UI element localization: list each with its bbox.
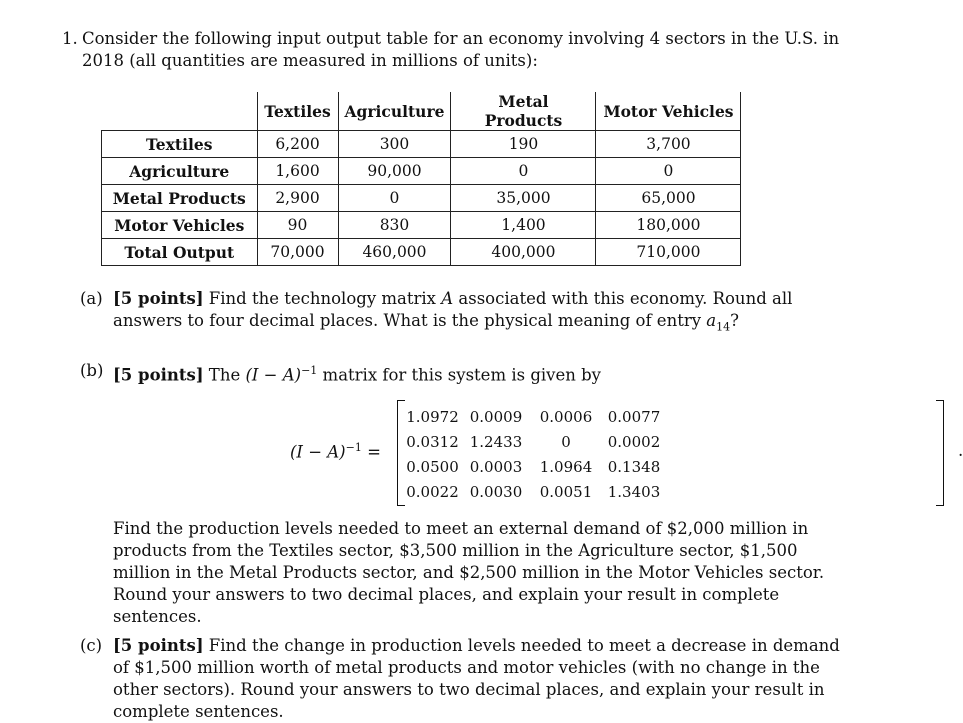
matrix-cell: 0.0009 [469, 408, 523, 426]
matrix-cell: 0.0003 [469, 458, 523, 476]
matrix-label-expr: (I − A) [290, 442, 346, 462]
part-a-entry-sub: 14 [716, 320, 731, 334]
table-cell: 90 [257, 212, 338, 239]
table-row [102, 185, 741, 212]
part-b-label: (b) [80, 361, 104, 380]
matrix-cell: 1.2433 [469, 433, 523, 451]
matrix-cell: 0.0051 [539, 483, 593, 501]
part-c-text-body: Find the change in production levels needed to meet a decrease in demand of $1,500 million worth of metal products and motor vehicles (with no change in the other sectors). Round your answers to two decimal places, and explain your result in complete sentences. [113, 636, 840, 721]
table-corner-cell [102, 92, 258, 131]
part-c-label: (c) [80, 636, 103, 655]
matrix-cell: 0 [561, 433, 571, 451]
table-header-row [102, 92, 741, 131]
matrix-cell: 0.0002 [607, 433, 661, 451]
matrix-row [400, 404, 940, 429]
part-a-text [113, 288, 850, 338]
part-b-followup-text: Find the production levels needed to meet an external demand of $2,000 million in products from the Textiles sector, $3,500 million in the Agriculture sector, $1,500 million in the Metal Products sector, and $2,500 million in the Motor Vehicles sector. Round your answers to two decimal places, and explain your result in complete sentences. [113, 519, 825, 626]
matrix-cell: 0.0077 [607, 408, 661, 426]
column-header: Agriculture [338, 92, 451, 131]
matrix-cell: 1.0972 [406, 408, 459, 426]
matrix-end-period: . [958, 441, 963, 460]
part-c [80, 635, 850, 723]
table-row [102, 212, 741, 239]
table-cell: 0 [338, 185, 451, 212]
matrix-cell: 0.0500 [406, 458, 459, 476]
matrix-cell: 0.0312 [406, 433, 459, 451]
part-a-label: (a) [80, 289, 103, 308]
part-c-text [113, 635, 850, 723]
part-a-text-1: Find the technology matrix [203, 289, 442, 308]
part-b-followup [113, 518, 853, 628]
table-cell: 300 [338, 131, 451, 158]
row-label: Total Output [102, 239, 258, 266]
part-a-entry: a [706, 311, 717, 330]
part-b-expr: (I − A) [245, 365, 302, 385]
matrix-cell: 0.0030 [469, 483, 523, 501]
problem-intro [62, 28, 852, 72]
table-cell: 1,600 [257, 158, 338, 185]
table-cell: 190 [451, 131, 596, 158]
column-header: Motor Vehicles [596, 92, 741, 131]
part-a-text-3: ? [730, 311, 739, 330]
table-cell: 710,000 [596, 239, 741, 266]
row-label: Motor Vehicles [102, 212, 258, 239]
row-label: Metal Products [102, 185, 258, 212]
matrix-right-bracket [936, 400, 944, 506]
problem-intro-text: Consider the following input output table for an economy involving 4 sectors in the U.S. in 2018 (all quantities are measured in millions of units): [82, 29, 840, 70]
part-a-text-2: associated with this economy. Round all answers to four decimal places. What is the physical meaning of entry [113, 289, 793, 330]
table-row-total [102, 239, 741, 266]
table-cell: 0 [451, 158, 596, 185]
problem-number: 1. [62, 29, 78, 48]
matrix-cell: 0.0006 [539, 408, 593, 426]
matrix-row [400, 454, 940, 479]
table-cell: 65,000 [596, 185, 741, 212]
matrix-label-sup: −1 [345, 441, 362, 454]
matrix-grid [400, 404, 940, 504]
part-b-expr-sup: −1 [301, 364, 318, 377]
table-cell: 35,000 [451, 185, 596, 212]
column-header: Metal Products [451, 92, 596, 131]
table-cell: 830 [338, 212, 451, 239]
part-a [80, 288, 850, 338]
part-b [80, 360, 850, 387]
row-label: Agriculture [102, 158, 258, 185]
matrix-equals: = [361, 442, 381, 462]
table-cell: 400,000 [451, 239, 596, 266]
part-b-text-2: matrix for this system is given by [317, 365, 602, 385]
matrix-row [400, 429, 940, 454]
part-a-points: [5 points] [113, 289, 204, 308]
row-label: Textiles [102, 131, 258, 158]
table-cell: 1,400 [451, 212, 596, 239]
table-cell: 0 [596, 158, 741, 185]
matrix-cell: 1.3403 [607, 483, 661, 501]
part-b-points: [5 points] [113, 365, 204, 385]
part-c-points: [5 points] [113, 636, 204, 655]
table-cell: 180,000 [596, 212, 741, 239]
matrix-cell: 0.1348 [607, 458, 661, 476]
table-cell: 90,000 [338, 158, 451, 185]
part-b-text-1: The [203, 365, 246, 385]
table-row [102, 131, 741, 158]
column-header: Textiles [257, 92, 338, 131]
matrix-cell: 1.0964 [539, 458, 593, 476]
table-cell: 3,700 [596, 131, 741, 158]
table-cell: 6,200 [257, 131, 338, 158]
table-cell: 2,900 [257, 185, 338, 212]
table-cell: 70,000 [257, 239, 338, 266]
table-cell: 460,000 [338, 239, 451, 266]
matrix-row [400, 479, 940, 504]
table-row [102, 158, 741, 185]
matrix-label [290, 441, 381, 462]
part-a-var: A [441, 289, 454, 308]
part-b-text [113, 360, 850, 387]
input-output-table [101, 92, 741, 266]
matrix-cell: 0.0022 [406, 483, 459, 501]
